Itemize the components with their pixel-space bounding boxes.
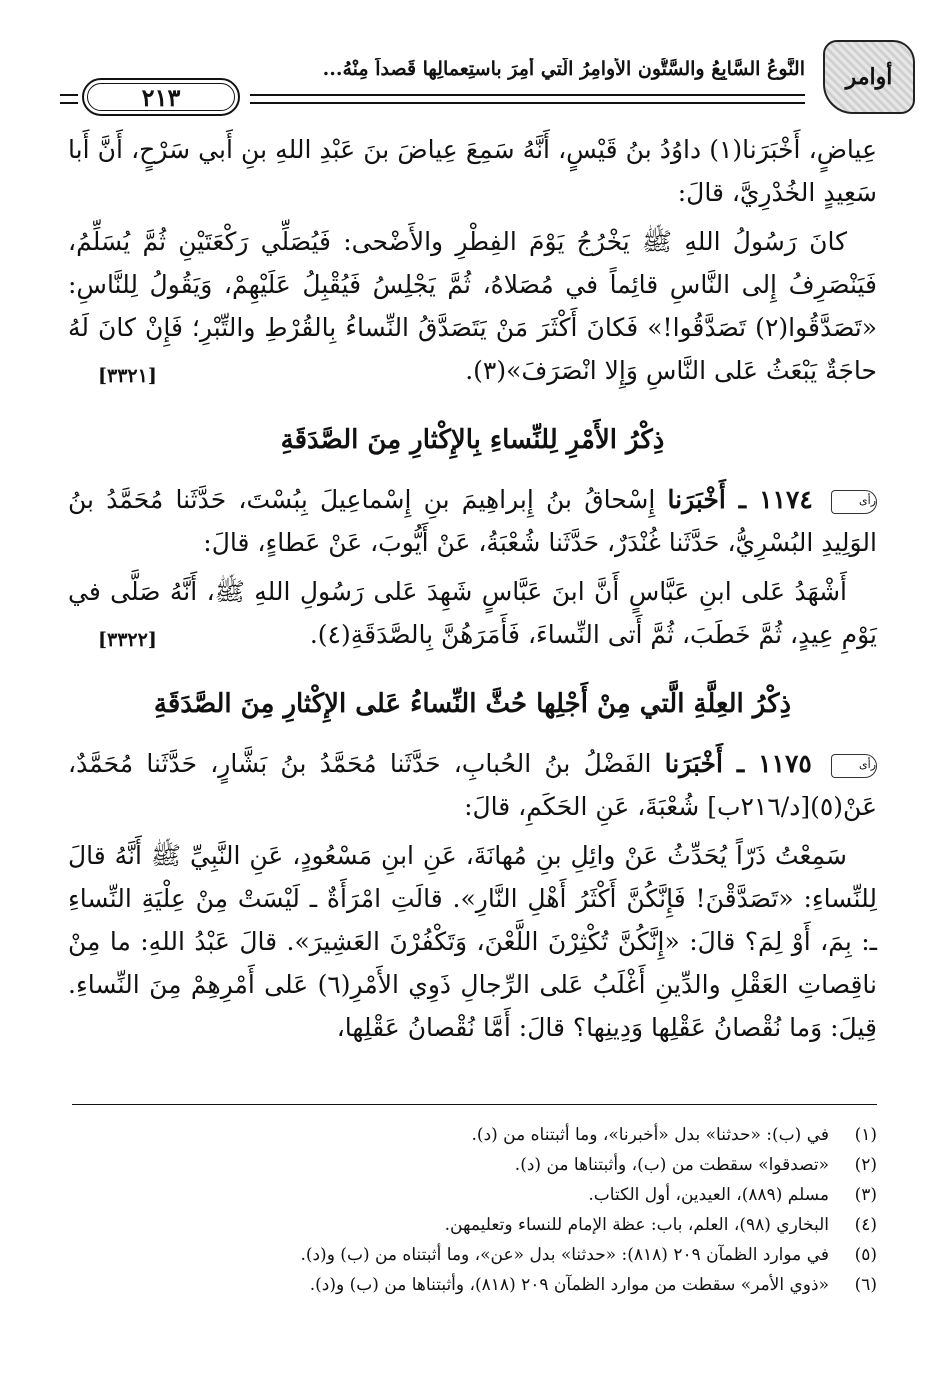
footnote-number: (٣)	[854, 1185, 877, 1205]
paragraph-2-text: كانَ رَسُولُ اللهِ ﷺ يَخْرُجُ يَوْمَ الفِطْرِ والأَضْحى: فَيُصَلِّي رَكْعَتَيْنِ ثُمَّ يُسَلِّمُ، فَيَنْصَرِفُ إِلى النَّاسِ قائِماً في مُصَلاهُ، ثُمَّ يَجْلِسُ فَيُقْبِلُ عَلَيْهِمْ، وَيَقُولُ لِلنَّاسِ: «تَصَدَّقُوا(٢) تَصَدَّقُوا!» فَكانَ أَكْثَرَ مَنْ يَتَصَدَّقُ النِّساءُ بِالقُرْطِ والتِّبْرِ؛ فَإِنْ كانَ لَهُ حاجَةٌ يَبْعَثُ عَلى النَّاسِ وَإِلا انْصَرَفَ»(٣).	[68, 227, 877, 385]
hadith-1174-number: ١١٧٤ ـ أَخْبَرَنا	[667, 485, 813, 514]
puzzle-piece-icon	[823, 40, 915, 114]
footnote-number: (٥)	[854, 1245, 877, 1265]
footnote-text: «تصدقوا» سقطت من (ب)، وأثبتناها من (د).	[514, 1155, 829, 1175]
footnote-3	[68, 1180, 877, 1210]
paragraph-3-text: أَشْهَدُ عَلى ابنِ عَبَّاسٍ أَنَّ ابنَ عَبَّاسٍ شَهِدَ عَلى رَسُولِ اللهِ ﷺ، أَنَّهُ صَلَّى في يَوْمِ عِيدٍ، ثُمَّ خَطَبَ، ثُمَّ أَتى النِّساءَ، فَأَمَرَهُنَّ بِالصَّدَقَةِ(٤).	[68, 577, 877, 649]
hadith-1175-chain: الفَضْلُ بنُ الحُبابِ، حَدَّثَنا مُحَمَّدُ بنُ بَشَّارٍ، حَدَّثَنا مُحَمَّدٌ، عَنْ(٥)[د/٢١٦ب] شُعْبَةَ، عَنِ الحَكَمِ، قالَ:	[68, 749, 877, 821]
corner-label: أوامر	[845, 64, 893, 90]
footnote-number: (١)	[854, 1125, 877, 1145]
footnotes	[68, 1120, 877, 1300]
page-number	[82, 78, 240, 116]
hadith-1175-number: ١١٧٥ ـ أَخْبَرَنا	[664, 749, 812, 778]
page-header	[60, 40, 915, 120]
paragraph-3	[68, 570, 877, 656]
footnote-number: (٢)	[854, 1155, 877, 1175]
hadith-marker-icon: رأى	[831, 754, 877, 778]
footnote-number: (٤)	[854, 1215, 877, 1235]
page-number-text: ٢١٣	[141, 82, 181, 112]
header-rule	[250, 94, 805, 104]
section-heading-1: ذِكْرُ الأَمْرِ لِلنِّساءِ بِالإِكْثارِ مِنَ الصَّدَقَةِ	[280, 425, 665, 455]
main-text	[68, 128, 877, 1049]
reference-number-2: [٣٣٢٢]	[98, 629, 157, 651]
running-title: النَّوعُ السَّابِعُ والسَّتُّون الأوامِرُ الَّتي أُمِرَ باستِعمالِها قَصداً مِنْهُ...	[322, 58, 805, 80]
footnote-2	[68, 1150, 877, 1180]
footnote-number: (٦)	[854, 1275, 877, 1295]
footnote-4	[68, 1210, 877, 1240]
footnote-text: البخاري (٩٨)، العلم، باب: عظة الإمام للنساء وتعليمهن.	[444, 1215, 829, 1235]
footnote-text: «ذوي الأمر» سقطت من موارد الظمآن ٢٠٩ (٨١٨)، وأثبتناها من (ب) و(د).	[309, 1275, 829, 1295]
section-heading-2: ذِكْرُ العِلَّةِ الَّتي مِنْ أَجْلِها حُثَّ النِّساءُ عَلى الإِكْثارِ مِنَ الصَّدَقَةِ	[153, 689, 792, 719]
paragraph-1: عِياضٍ، أَخْبَرَنا(١) داوُدُ بنُ قَيْسٍ، أَنَّهُ سَمِعَ عِياضَ بنَ عَبْدِ اللهِ بنِ أَبي سَرْحٍ، أَنَّ أَبا سَعِيدٍ الخُدْرِيَّ، قالَ:	[68, 135, 877, 207]
reference-number-1: [٣٣٢١]	[98, 365, 157, 387]
paragraph-2	[68, 220, 877, 392]
header-rule-left	[60, 94, 78, 104]
footnote-5	[68, 1240, 877, 1270]
footnote-text: مسلم (٨٨٩)، العيدين، أول الكتاب.	[588, 1185, 829, 1205]
paragraph-4: سَمِعْتُ ذَرّاً يُحَدِّثُ عَنْ وائِلِ بنِ مُهانَةَ، عَنِ ابنِ مَسْعُودٍ، عَنِ النَّبِيِّ ﷺ أَنَّهُ قالَ لِلنِّساءِ: «تَصَدَّقْنَ! فَإِنَّكُنَّ أَكْثَرُ أَهْلِ النَّارِ». قالَتِ امْرَأَةٌ ـ لَيْسَتْ مِنْ عِلْيَةِ النِّساءِ ـ: بِمَ، أَوْ لِمَ؟ قالَ: «إِنَّكُنَّ تُكْثِرْنَ اللَّعْنَ، وَتَكْفُرْنَ العَشِيرَ». قالَ عَبْدُ اللهِ: ما مِنْ ناقِصاتِ العَقْلِ والدِّينِ أَغْلَبُ عَلى الرِّجالِ ذَوِي الأَمْرِ(٦) عَلى أَمْرِهِمْ مِنَ النِّساءِ. قِيلَ: وَما نُقْصانُ عَقْلِها وَدِينِها؟ قالَ: أَمَّا نُقْصانُ عَقْلِها،	[68, 841, 877, 1042]
hadith-1175	[68, 742, 877, 828]
footnote-separator	[72, 1104, 877, 1105]
footnote-1	[68, 1120, 877, 1150]
hadith-marker-icon: رأى	[831, 490, 877, 514]
footnote-6	[68, 1270, 877, 1300]
hadith-1174	[68, 478, 877, 564]
hadith-1174-chain: إِسْحاقُ بنُ إِبراهِيمَ بنِ إِسْماعِيلَ بِبُسْتَ، حَدَّثَنا مُحَمَّدُ بنُ الوَلِيدِ البُسْرِيُّ، حَدَّثَنا غُنْدَرٌ، حَدَّثَنا شُعْبَةُ، عَنْ أَيُّوبَ، عَنْ عَطاءٍ، قالَ:	[68, 485, 877, 557]
footnote-text: في (ب): «حدثنا» بدل «أخبرنا»، وما أثبتناه من (د).	[471, 1125, 829, 1145]
footnote-text: في موارد الظمآن ٢٠٩ (٨١٨): «حدثنا» بدل «عن»، وما أثبتناه من (ب) و(د).	[300, 1245, 829, 1265]
